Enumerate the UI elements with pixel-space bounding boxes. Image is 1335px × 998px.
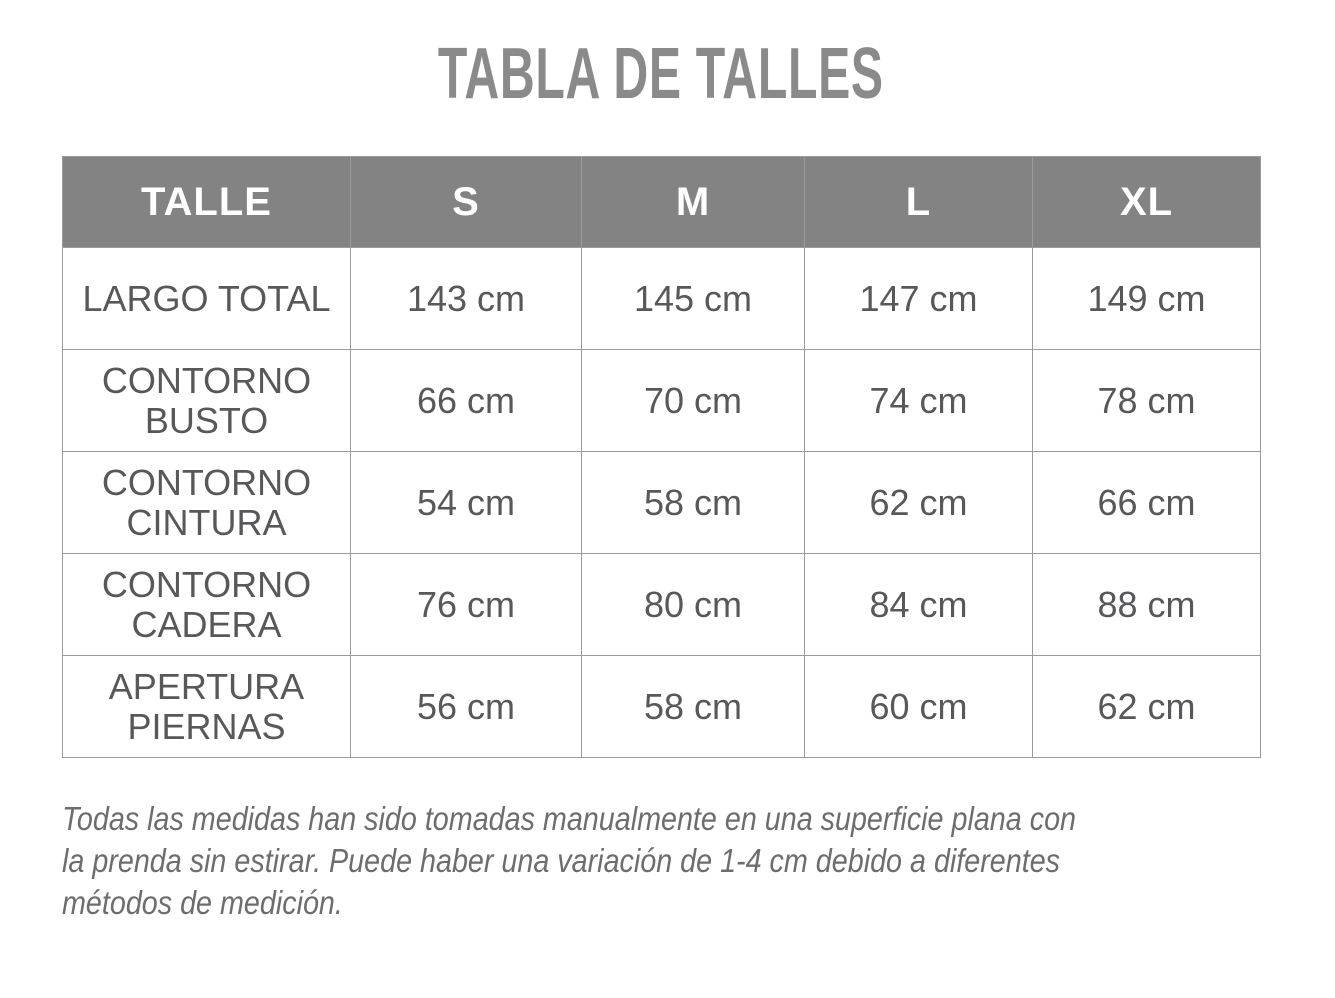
size-chart-table bbox=[62, 156, 1261, 758]
row-label-line: LARGO TOTAL bbox=[82, 277, 331, 319]
page-title: TABLA DE TALLES bbox=[438, 34, 884, 114]
size-value-cell: 70 cm bbox=[582, 350, 805, 452]
table-row-contorno-cintura bbox=[63, 452, 1261, 554]
size-value-cell: 143 cm bbox=[351, 248, 582, 350]
disclaimer-line: métodos de medición. bbox=[62, 884, 343, 921]
size-value-cell: 147 cm bbox=[805, 248, 1033, 350]
column-header-s: S bbox=[351, 157, 582, 248]
size-value-cell: 62 cm bbox=[1033, 656, 1261, 758]
table-row-contorno-busto bbox=[63, 350, 1261, 452]
table-row-largo-total bbox=[63, 248, 1261, 350]
size-value-cell: 56 cm bbox=[351, 656, 582, 758]
size-value-cell: 60 cm bbox=[805, 656, 1033, 758]
size-value-cell: 58 cm bbox=[582, 452, 805, 554]
row-label-line: CONTORNO bbox=[101, 359, 312, 401]
row-label-line: APERTURA bbox=[108, 665, 305, 707]
size-value-cell: 149 cm bbox=[1033, 248, 1261, 350]
row-label-line: BUSTO bbox=[144, 399, 269, 441]
column-header-l: L bbox=[805, 157, 1033, 248]
size-value-cell: 80 cm bbox=[582, 554, 805, 656]
row-label-contorno-cadera bbox=[63, 554, 351, 656]
size-value-cell: 88 cm bbox=[1033, 554, 1261, 656]
row-label-line: CONTORNO bbox=[101, 563, 312, 605]
table-header-row bbox=[63, 157, 1261, 248]
disclaimer-line: la prenda sin estirar. Puede haber una variación de 1-4 cm debido a diferentes bbox=[62, 842, 1061, 879]
row-label-contorno-busto bbox=[63, 350, 351, 452]
row-label-contorno-cintura bbox=[63, 452, 351, 554]
table-row-apertura-piernas bbox=[63, 656, 1261, 758]
size-chart-page bbox=[0, 34, 1335, 998]
row-label-line: PIERNAS bbox=[127, 705, 286, 747]
size-value-cell: 84 cm bbox=[805, 554, 1033, 656]
disclaimer-line: Todas las medidas han sido tomadas manualmente en una superficie plana con bbox=[62, 800, 1077, 837]
row-label-line: CINTURA bbox=[126, 501, 287, 543]
size-value-cell: 66 cm bbox=[1033, 452, 1261, 554]
column-header-talle: TALLE bbox=[63, 157, 351, 248]
size-value-cell: 74 cm bbox=[805, 350, 1033, 452]
column-header-m: M bbox=[582, 157, 805, 248]
size-value-cell: 62 cm bbox=[805, 452, 1033, 554]
row-label-line: CADERA bbox=[131, 603, 282, 645]
size-value-cell: 78 cm bbox=[1033, 350, 1261, 452]
row-label-apertura-piernas bbox=[63, 656, 351, 758]
size-value-cell: 76 cm bbox=[351, 554, 582, 656]
size-value-cell: 54 cm bbox=[351, 452, 582, 554]
row-label-line: CONTORNO bbox=[101, 461, 312, 503]
column-header-xl: XL bbox=[1033, 157, 1261, 248]
title-container bbox=[62, 34, 1260, 114]
size-value-cell: 58 cm bbox=[582, 656, 805, 758]
size-value-cell: 145 cm bbox=[582, 248, 805, 350]
table-row-contorno-cadera bbox=[63, 554, 1261, 656]
disclaimer-text bbox=[62, 798, 1170, 924]
size-value-cell: 66 cm bbox=[351, 350, 582, 452]
row-label-largo-total bbox=[63, 248, 351, 350]
